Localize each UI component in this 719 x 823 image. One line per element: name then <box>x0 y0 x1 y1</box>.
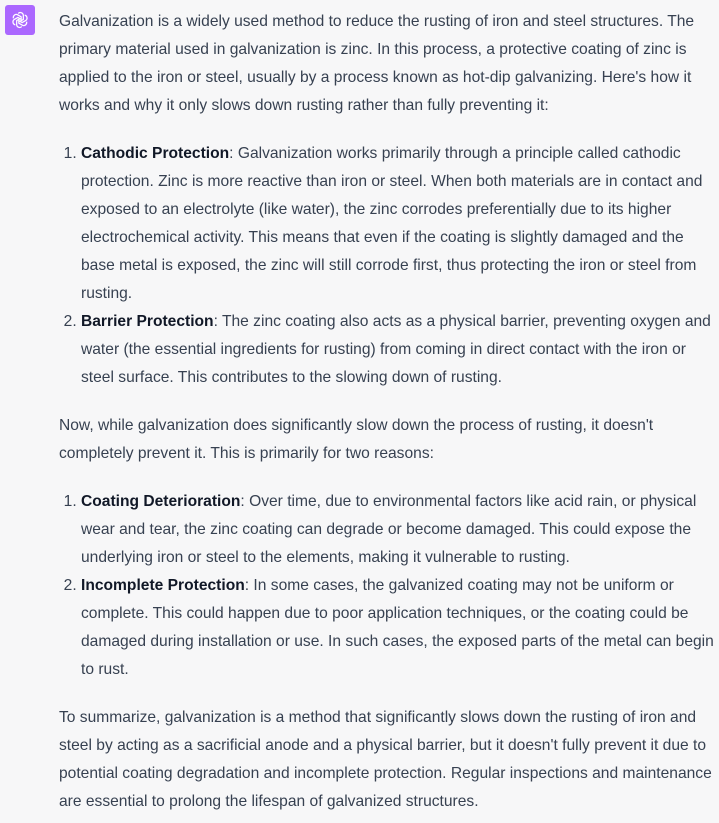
summary-paragraph: To summarize, galvanization is a method that significantly slows down the rusting of iron and steel by acting as a sacrificial anode and a physical barrier, but it doesn't fully prevent it due to potential coating degradation and incomplete protection. Regular inspections and maintenance are essential to prolong the lifespan of galvanized structures. <box>59 709 712 810</box>
list-item <box>81 308 715 392</box>
protection-list <box>59 140 715 392</box>
list-item-title: Barrier Protection <box>81 313 214 330</box>
list-item-text: : Over time, due to environmental factors like acid rain, or physical wear and tear, the zinc coating can degrade or become damaged. This could expose the underlying iron or steel to the elements, making it vulnerable to rusting. <box>81 493 697 566</box>
list-item-title: Incomplete Protection <box>81 577 245 594</box>
message-content <box>59 8 715 816</box>
list-item <box>81 572 715 684</box>
intro-paragraph: Galvanization is a widely used method to reduce the rusting of iron and steel structures. The primary material used in galvanization is zinc. In this process, a protective coating of zinc is applied to the iron or steel, usually by a process known as hot-dip galvanizing. Here's how it works and why it only slows down rusting rather than fully preventing it: <box>59 13 695 114</box>
openai-logo-icon <box>10 10 30 30</box>
list-item-text: : The zinc coating also acts as a physical barrier, preventing oxygen and water (the essential ingredients for rusting) from coming in direct contact with the iron or steel surface. This contributes to the slowing down of rusting. <box>81 313 711 386</box>
middle-paragraph: Now, while galvanization does significantly slow down the process of rusting, it doesn't completely prevent it. This is primarily for two reasons: <box>59 417 654 462</box>
list-item-title: Cathodic Protection <box>81 145 230 162</box>
list-item-title: Coating Deterioration <box>81 493 241 510</box>
reasons-list <box>59 488 715 684</box>
list-item <box>81 488 715 572</box>
list-item-text: : In some cases, the galvanized coating may not be uniform or complete. This could happen due to poor application techniques, or the coating could be damaged during installation or use. In such cases, the exposed parts of the metal can begin to rust. <box>81 577 714 678</box>
list-item-text: : Galvanization works primarily through a principle called cathodic protection. Zinc is more reactive than iron or steel. When both materials are in contact and exposed to an electrolyte (like water), the zinc corrodes preferentially due to its higher electrochemical activity. This means that even if the coating is slightly damaged and the base metal is exposed, the zinc will still corrode first, thus protecting the iron or steel from rusting. <box>81 145 703 302</box>
list-item <box>81 140 715 308</box>
assistant-avatar <box>5 5 35 35</box>
